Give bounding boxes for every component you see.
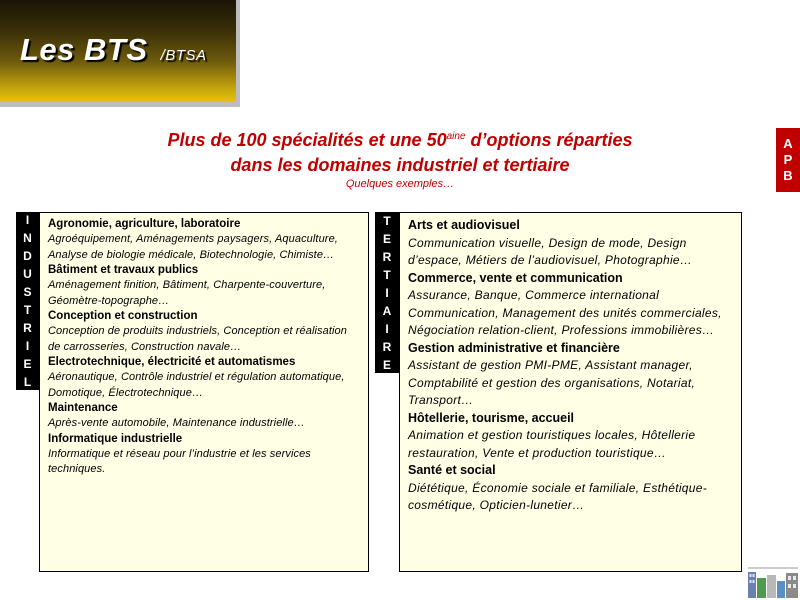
industriel-panel: [39, 212, 369, 572]
vertical-label-letter: E: [23, 357, 32, 371]
domain-heading: Agronomie, agriculture, laboratoire: [48, 218, 241, 230]
apb-letter: B: [783, 168, 793, 183]
tertiaire-vertical-label: [375, 212, 399, 373]
domain-examples: Assistant de gestion PMI-PME, Assistant manager, Comptabilité et gestion des organisations, Notariat, Transport…: [408, 358, 696, 407]
domain-examples: Après-vente automobile, Maintenance industrielle…: [48, 417, 305, 429]
vertical-label-letter: A: [382, 303, 392, 318]
apb-badge[interactable]: [776, 128, 800, 192]
title-subtitle: /BTSA: [160, 47, 207, 64]
industriel-vertical-label: [16, 212, 39, 390]
vertical-label-letter: E: [382, 231, 391, 246]
domain-examples: Aménagement finition, Bâtiment, Charpente-couverture, Géomètre-topographe…: [48, 279, 326, 307]
domain-examples: Animation et gestion touristiques locales, Hôtellerie restauration, Vente et production touristique…: [408, 428, 696, 460]
vertical-label-letter: S: [23, 285, 32, 299]
domain-heading: Commerce, vente et communication: [408, 270, 623, 285]
domain-heading: Electrotechnique, électricité et automatismes: [48, 356, 296, 368]
vertical-label-letter: E: [382, 357, 391, 372]
domain-examples: Conception de produits industriels, Conception et réalisation de carrosseries, Construction navale…: [48, 325, 347, 353]
title-text: Les BTS: [20, 32, 148, 67]
tertiaire-panel: [399, 212, 742, 572]
vertical-label-letter: R: [23, 321, 32, 335]
vertical-label-letter: L: [23, 375, 32, 389]
vertical-label-letter: R: [382, 339, 392, 354]
domain-examples: Aéronautique, Contrôle industriel et régulation automatique, Domotique, Électrotechnique…: [48, 371, 345, 399]
domain-heading: Maintenance: [48, 402, 118, 414]
title-banner: [0, 0, 240, 107]
vertical-label-letter: D: [23, 249, 32, 263]
vertical-label-letter: T: [383, 213, 391, 228]
domain-examples: Communication visuelle, Design de mode, Design d’espace, Métiers de l’audiovisuel, Photographie…: [408, 235, 693, 267]
domain-heading: Arts et audiovisuel: [408, 218, 520, 232]
page-title: [20, 32, 207, 68]
vertical-label-letter: I: [385, 321, 389, 336]
apb-letter: P: [783, 152, 793, 167]
headline-superscript: aine: [446, 131, 466, 142]
vertical-label-letter: I: [25, 339, 30, 353]
domain-heading: Santé et social: [408, 463, 496, 477]
headline-line-2: dans les domaines industriel et tertiaire: [230, 155, 570, 175]
domain-heading: Conception et construction: [48, 310, 198, 322]
domain-examples: Assurance, Banque, Commerce international Communication, Management des unités commerciales, Négociation relation-client, Professions immobilières…: [408, 288, 722, 337]
domain-heading: Hôtellerie, tourisme, accueil: [408, 410, 575, 425]
vertical-label-letter: U: [23, 267, 32, 281]
domain-examples: Diététique, Économie sociale et familiale, Esthétique-cosmétique, Opticien-lunetier…: [408, 480, 708, 512]
vertical-label-letter: I: [385, 285, 389, 300]
headline-line-1: [100, 130, 700, 151]
examples-caption: Quelques exemples…: [345, 178, 455, 190]
vertical-label-letter: N: [23, 231, 32, 245]
domain-heading: Bâtiment et travaux publics: [48, 264, 199, 276]
apb-letter: A: [783, 136, 793, 151]
domain-examples: Informatique et réseau pour l’industrie et les services techniques.: [48, 447, 311, 475]
domain-heading: Informatique industrielle: [48, 432, 183, 445]
vertical-label-letter: T: [23, 303, 32, 317]
domain-heading: Gestion administrative et financière: [408, 340, 620, 355]
headline-part-b: d’options réparties: [465, 130, 633, 150]
vertical-label-letter: T: [383, 267, 391, 282]
headline-part-a: Plus de 100 spécialités et une 50: [167, 130, 447, 150]
domain-examples: Agroéquipement, Aménagements paysagers, Aquaculture, Analyse de biologie médicale, Biotechnologie, Chimiste…: [48, 233, 338, 261]
school-logo-icon: [746, 562, 800, 600]
vertical-label-letter: R: [382, 249, 392, 264]
vertical-label-letter: I: [25, 213, 30, 227]
